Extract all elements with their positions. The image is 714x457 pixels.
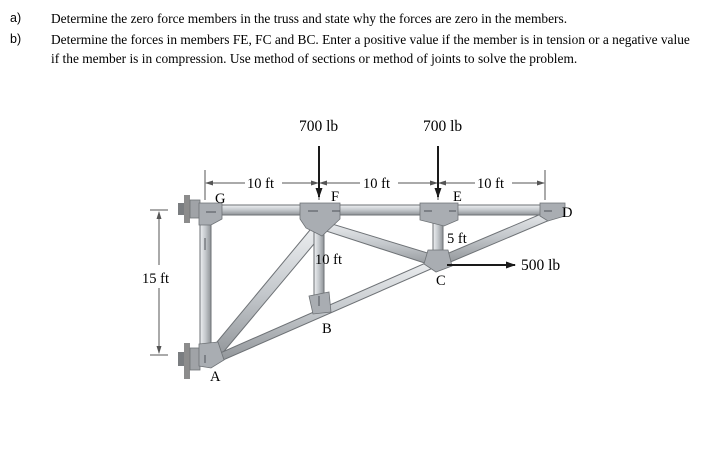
- joint-g-label: G: [215, 191, 226, 207]
- dim-span-gf-label: 10 ft: [247, 176, 274, 192]
- joint-b-label: B: [322, 321, 332, 337]
- wall-support-g: [178, 195, 200, 223]
- dim-height-ec-label: 5 ft: [447, 231, 467, 247]
- gusset-e: [420, 203, 458, 226]
- member-ga: [200, 212, 211, 364]
- member-top-chord-gd: [200, 205, 564, 215]
- gusset-b: [309, 292, 331, 314]
- load-c-label: 500 lb: [521, 257, 561, 274]
- load-e-label: 700 lb: [423, 118, 463, 135]
- part-b-text: Determine the forces in members FE, FC and BC. Enter a positive value if the member is in tension or a negative value if the member is in compression. Use method of sections or method of joints to solve the problem.: [51, 32, 690, 66]
- joint-f-label: F: [331, 189, 340, 205]
- load-f-label: 700 lb: [299, 118, 339, 135]
- wall-support-a: [178, 343, 200, 379]
- part-a-marker: a): [10, 11, 22, 25]
- dim-span-ed-label: 10 ft: [477, 176, 504, 192]
- joint-a-label: A: [210, 369, 221, 385]
- joint-e-label: E: [453, 189, 462, 205]
- dim-height-total-label: 15 ft: [142, 271, 169, 287]
- joint-d-label: D: [562, 205, 573, 221]
- part-a-text: Determine the zero force members in the truss and state why the forces are zero in the members.: [51, 11, 568, 26]
- part-b-marker: b): [10, 32, 22, 46]
- joint-c-label: C: [436, 273, 446, 289]
- dim-span-fe-label: 10 ft: [363, 176, 390, 192]
- dim-height-fb-label: 10 ft: [315, 252, 342, 268]
